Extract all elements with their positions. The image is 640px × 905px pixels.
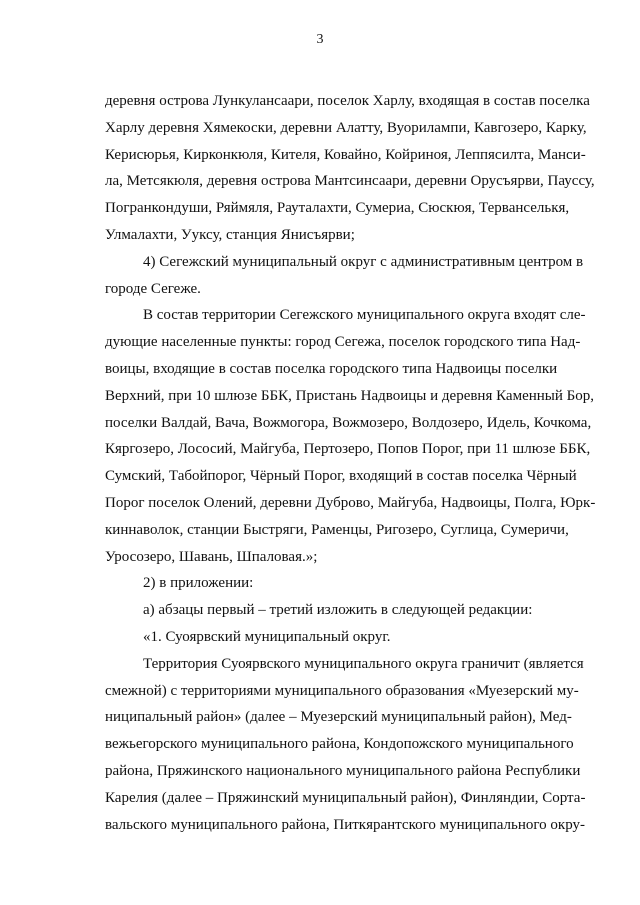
text-line: поселки Валдай, Вача, Вожмогора, Вожмозеро, Волдозеро, Идель, Кочкома, [105,414,592,431]
text-line: 4) Сегежский муниципальный округ с административным центром в [143,253,584,270]
text-line: городе Сегеже. [105,280,201,297]
text-line: а) абзацы первый – третий изложить в следующей редакции: [143,602,533,619]
text-line: Харлу деревня Хямекоски, деревни Алатту, Вуорилампи, Кавгозеро, Карку, [105,119,587,136]
text-line: района, Пряжинского национального муниципального района Республики [105,762,581,779]
page-number: 3 [316,32,324,47]
text-line: Территория Суоярвского муниципального округа граничит (является [143,655,584,672]
text-line: 2) в приложении: [143,575,254,592]
text-line: дующие населенные пункты: город Сегежа, поселок городского типа Над- [105,334,581,351]
text-line: Карелия (далее – Пряжинский муниципальный район), Финляндии, Сорта- [105,789,586,806]
text-line: Верхний, при 10 шлюзе ББК, Пристань Надвоицы и деревня Каменный Бор, [105,387,594,404]
text-line: Уросозеро, Шавань, Шпаловая.»; [105,548,318,565]
text-line: деревня острова Лункулансаари, поселок Харлу, входящая в состав поселка [105,93,590,109]
text-line: киннаволок, станции Быстряги, Раменцы, Ригозеро, Суглица, Сумеричи, [105,521,569,538]
text-line: Керисюрья, Кирконкюля, Кителя, Ковайно, Койриноя, Леппясилта, Манси- [105,146,586,163]
text-line: Сумский, Табойпорог, Чёрный Порог, входящий в состав поселка Чёрный [105,468,577,485]
document-body [105,88,596,838]
text-line: вальского муниципального района, Питкярантского муниципального окру- [105,816,586,833]
text-line: вежьегорского муниципального района, Кондопожского муниципального [105,736,574,753]
text-line: Улмалахти, Ууксу, станция Янисъярви; [105,226,355,243]
text-line: Кяргозеро, Лососий, Майгуба, Пертозеро, Попов Порог, при 11 шлюзе ББК, [105,441,591,458]
text-line: ниципальный район» (далее – Муезерский муниципальный район), Мед- [105,709,572,726]
text-line: воицы, входящие в состав поселка городского типа Надвоицы поселки [105,360,558,377]
text-line: ла, Метсякюля, деревня острова Мантсинсаари, деревни Орусъярви, Пауссу, [105,173,595,190]
text-line: смежной) с территориями муниципального образования «Муезерский му- [105,682,579,699]
text-line: Погранкондуши, Ряймяля, Рауталахти, Сумериа, Сюскюя, Терванселькя, [105,200,570,217]
text-line: В состав территории Сегежского муниципального округа входят сле- [143,307,586,324]
text-line: «1. Суоярвский муниципальный округ. [143,628,391,645]
text-line: Порог поселок Олений, деревни Дуброво, Майгуба, Надвоицы, Полга, Юрк- [105,494,596,511]
